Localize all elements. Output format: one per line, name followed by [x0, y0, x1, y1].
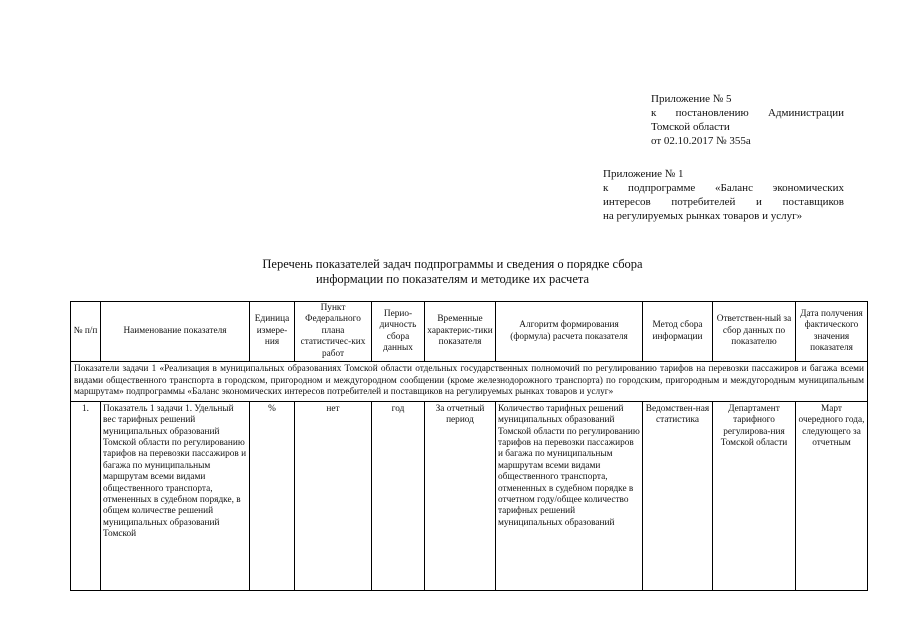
header-num: № п/п [71, 302, 101, 362]
title-line-1: Перечень показателей задач подпрограммы и сведения о порядке сбора [262, 257, 643, 271]
appendix-1-line: на регулируемых рынках товаров и услуг» [603, 210, 803, 222]
appendix-5-line: Приложение № 5 [651, 93, 732, 105]
task-row [71, 362, 868, 402]
header-period: Перио-дичность сбора данных [372, 302, 425, 362]
header-date: Дата получения фактического значения показателя [796, 302, 868, 362]
appendix-1-line: к подпрограмме «Баланс экономических [603, 182, 844, 194]
appendix-5-line: к постановлению Администрации [651, 107, 844, 119]
task-description: Показатели задачи 1 «Реализация в муниципальных образованиях Томской области отдельных государственных полномочий по регулированию тарифов на перевозки пассажиров и багажа всеми видами общественного транспорта в городском, пригородном и междугородном сообщении (кроме железнодорожного транспорта) по городским, пригородным и междугородным муниципальным маршрутам» подпрограммы «Баланс экономических интересов потребителей и поставщиков на регулируемых рынках товаров и услуг» [71, 362, 868, 402]
appendix-5-line: от 02.10.2017 № 355а [651, 135, 751, 147]
header-responsible: Ответствен-ный за сбор данных по показателю [713, 302, 796, 362]
table-header-row [71, 302, 868, 362]
header-unit: Единица измере-ния [250, 302, 295, 362]
appendix-1-block [603, 167, 844, 223]
cell-date: Март очередного года, следующего за отчетным [796, 401, 868, 590]
cell-fpsr: нет [295, 401, 372, 590]
appendix-1-line: Приложение № 1 [603, 168, 684, 180]
cell-num: 1. [71, 401, 101, 590]
header-time: Временные характерис-тики показателя [425, 302, 496, 362]
document-title [200, 257, 705, 287]
appendix-1-line: интересов потребителей и поставщиков [603, 196, 844, 208]
appendix-5-line: Томской области [651, 121, 730, 133]
indicators-table [70, 301, 868, 591]
cell-responsible: Департамент тарифного регулирова-ния Томской области [713, 401, 796, 590]
table-row [71, 401, 868, 590]
appendix-5-block [651, 92, 844, 148]
cell-algorithm: Количество тарифных решений муниципальных образований Томской области по регулированию тарифов на перевозки пассажиров и багажа по муниципальным маршрутам всеми видами общественного транспорта, отмененных в судебном порядке в отчетном году/общее количество тарифных решений муниципальных образований [496, 401, 643, 590]
cell-unit: % [250, 401, 295, 590]
header-method: Метод сбора информации [643, 302, 713, 362]
cell-name: Показатель 1 задачи 1. Удельный вес тарифных решений муниципальных образований Томской области по регулированию тарифов на перевозки пассажиров и багажа по муниципальным маршрутам всеми видами общественного транспорта, отмененных в судебном порядке, в общем количестве решений муниципальных образований Томской [101, 401, 250, 590]
title-line-2: информации по показателям и методике их расчета [315, 272, 590, 286]
cell-method: Ведомствен-ная статистика [643, 401, 713, 590]
cell-period: год [372, 401, 425, 590]
cell-time: За отчетный период [425, 401, 496, 590]
header-name: Наименование показателя [101, 302, 250, 362]
header-fpsr: Пункт Федерального плана статистичес-ких работ [295, 302, 372, 362]
header-algorithm: Алгоритм формирования (формула) расчета показателя [496, 302, 643, 362]
